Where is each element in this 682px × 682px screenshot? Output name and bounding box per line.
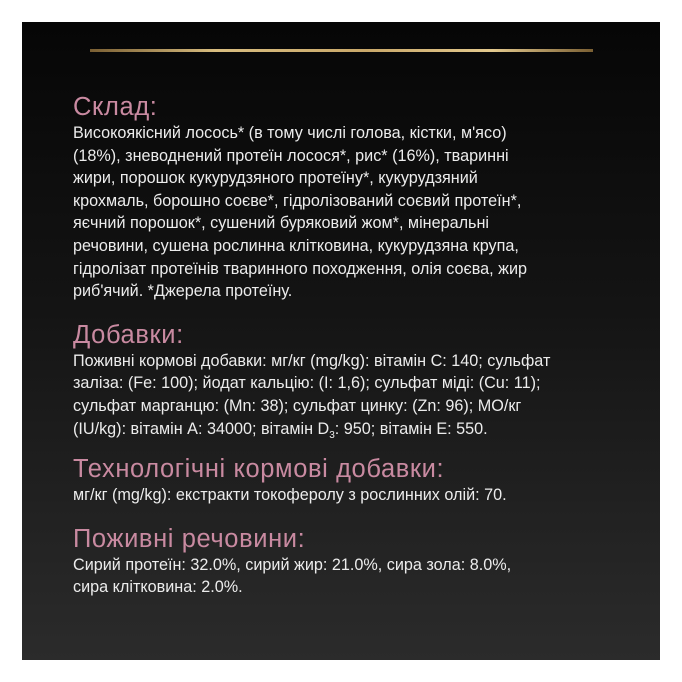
nutrients-line: Сирий протеїн: 32.0%, сирий жир: 21.0%, сира зола: 8.0%, (73, 555, 512, 574)
technological-line: мг/кг (mg/kg): екстракти токоферолу з рослинних олій: 70. (73, 486, 507, 505)
additives-line-vitamins (73, 418, 643, 441)
composition-section (73, 92, 643, 303)
nutrients-heading: Поживні речовини: (73, 524, 306, 553)
composition-line: речовини, сушена рослинна клітковина, кукурудзяна крупа, (73, 236, 519, 255)
nutrients-line: сира клітковина: 2.0%. (73, 578, 243, 597)
composition-line: жири, порошок кукурудзяного протеїну*, кукурудзяний (73, 169, 478, 188)
composition-line: Високоякісний лосось* (в тому числі голова, кістки, м'ясо) (73, 124, 507, 142)
composition-line: крохмаль, борошно соєве*, гідролізований соєвий протеїн*, (73, 191, 522, 210)
vitamins-text-start: (IU/kg): вітамін А: 34000; вітамін D (73, 419, 330, 438)
additives-line: Поживні кормові добавки: мг/кг (mg/kg): вітамін С: 140; сульфат (73, 351, 551, 370)
composition-line: гідролізат протеїнів тваринного походження, олія соєва, жир (73, 259, 528, 278)
technological-section (73, 454, 643, 507)
ingredients-content (73, 92, 643, 599)
composition-line: (18%), зневоднений протеїн лосося*, рис* (16%), тваринні (73, 146, 509, 165)
composition-heading: Склад: (73, 93, 158, 121)
additives-section (73, 320, 643, 440)
composition-line: яєчний порошок*, сушений буряковий жом*, мінеральні (73, 214, 490, 233)
additives-line: сульфат марганцю: (Mn: 38); сульфат цинку: (Zn: 96); МО/кг (73, 396, 522, 415)
additives-line: заліза: (Fe: 100); йодат кальцію: (I: 1,6); сульфат міді: (Cu: 11); (73, 374, 541, 393)
gold-divider (90, 49, 593, 52)
vitamin-d-subscript: 3 (329, 429, 335, 441)
nutrients-section (73, 524, 643, 599)
additives-heading: Добавки: (73, 320, 184, 349)
composition-line: риб'ячий. *Джерела протеїну. (73, 282, 293, 301)
vitamins-text-end: : 950; вітамін Е: 550. (334, 419, 488, 438)
ingredients-panel (22, 22, 660, 660)
technological-heading: Технологічні кормові добавки: (73, 455, 445, 484)
